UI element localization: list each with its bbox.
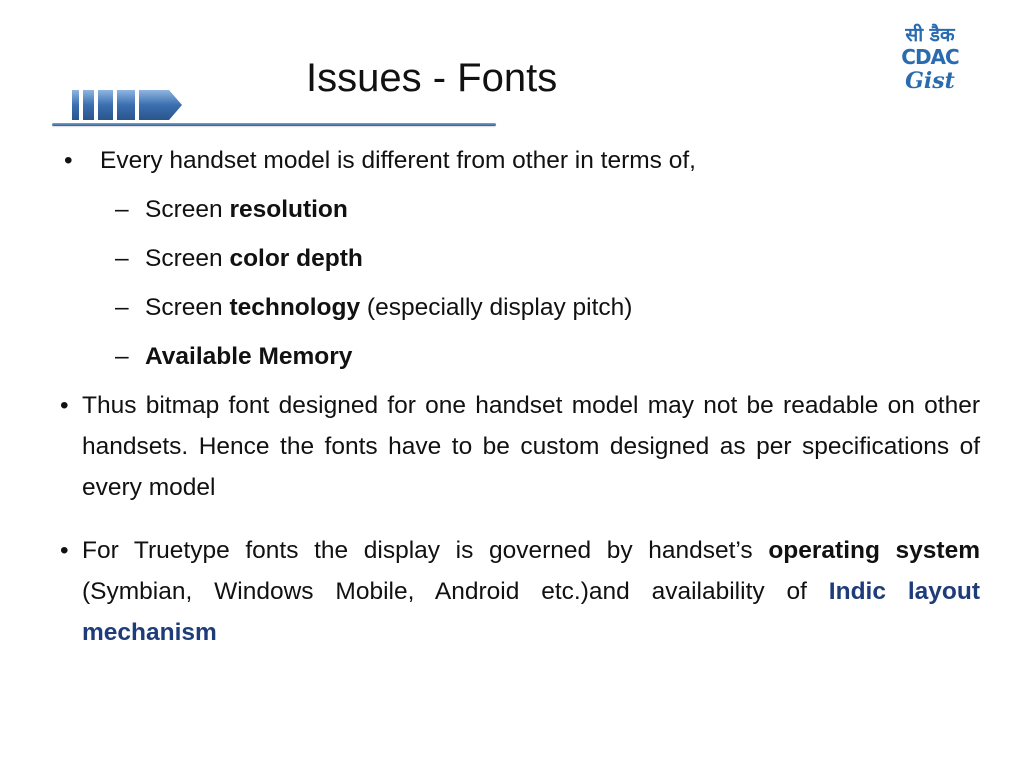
sub-bullet-item	[60, 238, 980, 279]
logo-gist-text: Gist	[905, 68, 955, 94]
bullet-text: Every handset model is different from other in terms of,	[100, 147, 696, 174]
sub-bullet-bold: Available Memory	[145, 343, 353, 370]
bullet-text: (Symbian, Windows Mobile, Android etc.)and availability of	[82, 578, 829, 605]
sub-bullet-prefix: Screen	[145, 196, 230, 223]
dash-icon: –	[115, 343, 129, 370]
bullet-icon: •	[64, 147, 73, 174]
dash-icon: –	[115, 196, 129, 223]
sub-bullet-bold: technology	[229, 294, 361, 321]
header-decoration-icon	[70, 88, 190, 122]
bullet-paragraph	[60, 530, 980, 653]
sub-bullet-item	[60, 287, 980, 328]
cdac-gist-logo	[890, 24, 970, 108]
bullet-bold-text: operating system	[768, 537, 980, 564]
sub-bullet-prefix: Screen	[145, 294, 230, 321]
sub-bullet-prefix: Screen	[145, 245, 230, 272]
bullet-icon: •	[60, 392, 69, 419]
bullet-item	[60, 140, 980, 181]
logo-cdac-text: CDAC	[901, 45, 959, 69]
header-rule	[52, 123, 496, 126]
logo-hindi-text: सी डैक	[905, 24, 955, 46]
bullet-text: Thus bitmap font designed for one handset model may not be readable on other handsets. Hence the fonts have to be custom designed as per specifications of every model	[82, 392, 980, 501]
slide-title: Issues - Fonts	[306, 56, 558, 100]
bullet-paragraph	[60, 385, 980, 508]
dash-icon: –	[115, 245, 129, 272]
bullet-highlight-text: Indic layout mechanism	[82, 578, 980, 646]
sub-bullet-bold: resolution	[229, 196, 348, 223]
bullet-icon: •	[60, 537, 69, 564]
sub-bullet-item	[60, 189, 980, 230]
bullet-text: For Truetype fonts the display is governed by handset’s	[82, 537, 769, 564]
sub-bullet-item	[60, 336, 980, 377]
sub-bullet-suffix: (especially display pitch)	[360, 294, 633, 321]
slide-content	[60, 140, 980, 653]
dash-icon: –	[115, 294, 129, 321]
sub-bullet-bold: color depth	[229, 245, 363, 272]
